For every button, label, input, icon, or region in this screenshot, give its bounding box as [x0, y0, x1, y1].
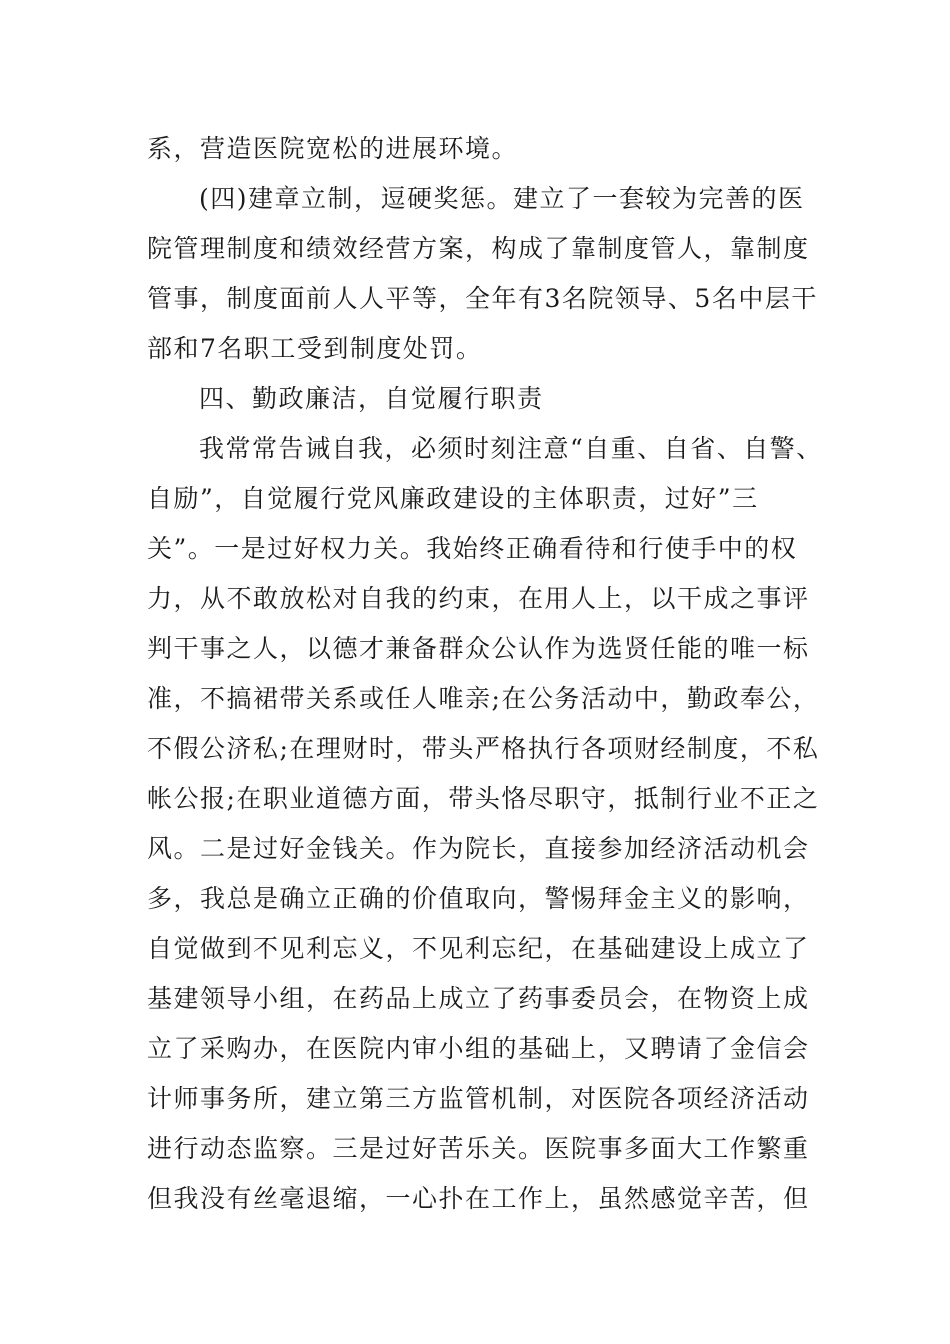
- text-line: 计师事务所，建立第三方监管机制，对医院各项经济活动: [147, 1084, 810, 1113]
- text-line: 我常常告诫自我，必须时刻注意“自重、自省、自警、: [199, 434, 823, 463]
- text-line: 立了采购办，在医院内审小组的基础上，又聘请了金信会: [147, 1034, 810, 1063]
- text-line: 风。二是过好金钱关。作为院长，直接参加经济活动机会: [147, 834, 810, 863]
- text-line: 判干事之人，以德才兼备群众公认作为选贤任能的唯一标: [147, 634, 810, 663]
- text-line: 不假公济私;在理财时，带头严格执行各项财经制度，不私: [147, 734, 820, 763]
- text-line: 但我没有丝毫退缩，一心扑在工作上，虽然感觉辛苦，但: [147, 1184, 810, 1213]
- text-line: 自觉做到不见利忘义，不见利忘纪，在基础建设上成立了: [147, 934, 810, 963]
- text-line: 自励”，自觉履行党风廉政建设的主体职责，过好”三: [147, 484, 759, 513]
- section-heading: 四、勤政廉洁，自觉履行职责: [199, 384, 544, 413]
- text-line: 关”。一是过好权力关。我始终正确看待和行使手中的权: [147, 534, 798, 563]
- text-line: 院管理制度和绩效经营方案，构成了靠制度管人，靠制度: [147, 234, 810, 263]
- text-line: 基建领导小组，在药品上成立了药事委员会，在物资上成: [147, 984, 810, 1013]
- text-line: 帐公报;在职业道德方面，带头恪尽职守，抵制行业不正之: [147, 784, 820, 813]
- text-line: 管事，制度面前人人平等，全年有3名院领导、5名中层干: [147, 284, 818, 313]
- text-line: 力，从不敢放松对自我的约束，在用人上，以干成之事评: [147, 584, 810, 613]
- text-line: 进行动态监察。三是过好苦乐关。医院事多面大工作繁重: [147, 1134, 810, 1163]
- text-line: 系，营造医院宽松的进展环境。: [147, 134, 519, 163]
- text-line: 准，不搞裙带关系或任人唯亲;在公务活动中，勤政奉公，: [147, 684, 820, 713]
- text-line: 多，我总是确立正确的价值取向，警惕拜金主义的影响，: [147, 884, 810, 913]
- text-line: (四)建章立制，逗硬奖惩。建立了一套较为完善的医: [199, 184, 805, 213]
- text-line: 部和7名职工受到制度处罚。: [147, 334, 483, 363]
